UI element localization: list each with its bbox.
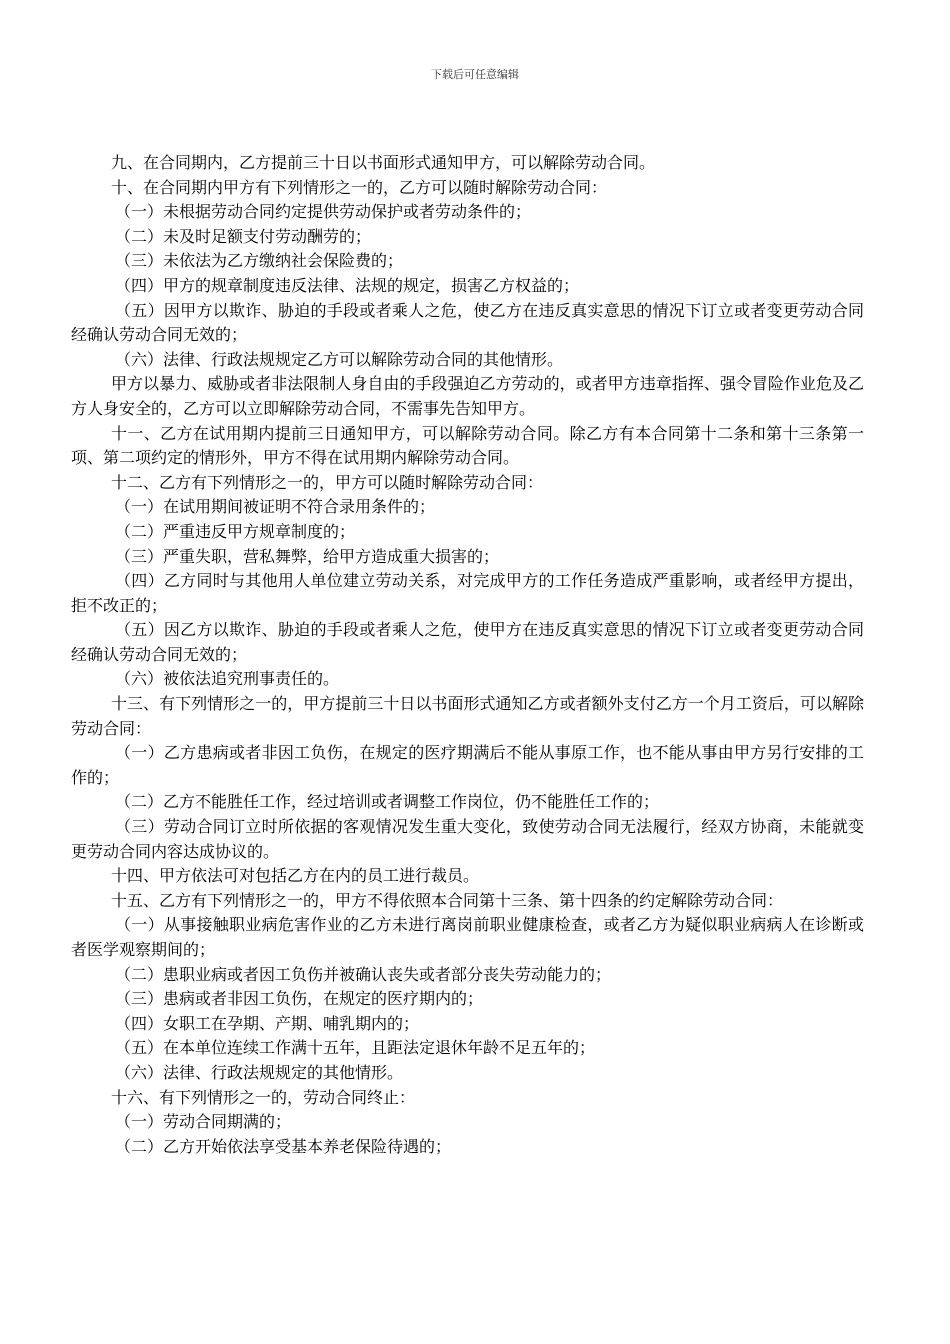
contract-paragraph: （四）乙方同时与其他用人单位建立劳动关系，对完成甲方的工作任务造成严重影响，或者经甲方提出，拒不改正的； — [71, 571, 864, 615]
header-note: 下载后可任意编辑 — [431, 68, 519, 81]
contract-paragraph: （一）劳动合同期满的； — [115, 1112, 292, 1132]
contract-paragraph: （一）未根据劳动合同约定提供劳动保护或者劳动条件的； — [115, 202, 532, 222]
contract-paragraph: （三）未依法为乙方缴纳社会保险费的； — [115, 251, 404, 271]
contract-paragraph: 十三、有下列情形之一的，甲方提前三十日以书面形式通知乙方或者额外支付乙方一个月工资后，可以解除劳动合同： — [71, 694, 864, 738]
contract-paragraph: （五）在本单位连续工作满十五年，且距法定退休年龄不足五年的； — [115, 1038, 596, 1058]
contract-paragraph: （二）乙方不能胜任工作，经过培训或者调整工作岗位，仍不能胜任工作的； — [115, 792, 660, 812]
contract-paragraph: （六）被依法追究刑事责任的。 — [115, 669, 340, 689]
contract-paragraph: （一）在试用期间被证明不符合录用条件的； — [115, 497, 436, 517]
contract-paragraph: 十一、乙方在试用期内提前三日通知甲方，可以解除劳动合同。除乙方有本合同第十二条和第十三条第一项、第二项约定的情形外，甲方不得在试用期内解除劳动合同。 — [71, 423, 864, 468]
contract-paragraph: （四）女职工在孕期、产期、哺乳期内的； — [115, 1013, 420, 1033]
contract-paragraph: （三）严重失职，营私舞弊，给甲方造成重大损害的； — [115, 546, 500, 566]
contract-paragraph: 十四、甲方依法可对包括乙方在内的员工进行裁员。 — [111, 866, 480, 886]
contract-paragraph: （一）从事接触职业病危害作业的乙方未进行离岗前职业健康检查，或者乙方为疑似职业病病人在诊断或者医学观察期间的； — [71, 915, 864, 959]
contract-paragraph: （二）未及时足额支付劳动酬劳的； — [115, 226, 372, 246]
contract-paragraph: （六）法律、行政法规规定乙方可以解除劳动合同的其他情形。 — [115, 349, 564, 369]
contract-paragraph: 甲方以暴力、威胁或者非法限制人身自由的手段强迫乙方劳动的，或者甲方违章指挥、强令冒险作业危及乙方人身安全的，乙方可以立即解除劳动合同，不需事先告知甲方。 — [71, 374, 864, 418]
contract-paragraph: （三）患病或者非因工负伤，在规定的医疗期内的； — [115, 989, 484, 1009]
contract-paragraph: （五）因甲方以欺诈、胁迫的手段或者乘人之危，使乙方在违反真实意思的情况下订立或者变更劳动合同经确认劳动合同无效的； — [71, 300, 864, 345]
contract-body — [71, 151, 864, 1159]
contract-paragraph: （一）乙方患病或者非因工负伤，在规定的医疗期满后不能从事原工作，也不能从事由甲方另行安排的工作的； — [71, 743, 864, 787]
contract-paragraph: 九、在合同期内，乙方提前三十日以书面形式通知甲方，可以解除劳动合同。 — [111, 153, 656, 172]
contract-paragraph: 十、在合同期内甲方有下列情形之一的，乙方可以随时解除劳动合同： — [111, 177, 608, 197]
contract-paragraph: 十五、乙方有下列情形之一的，甲方不得依照本合同第十三条、第十四条的约定解除劳动合同： — [111, 890, 784, 910]
contract-paragraph: （二）患职业病或者因工负伤并被确认丧失或者部分丧失劳动能力的； — [115, 964, 612, 984]
contract-paragraph: （三）劳动合同订立时所依据的客观情况发生重大变化，致使劳动合同无法履行，经双方协商，未能就变更劳动合同内容达成协议的。 — [71, 817, 864, 861]
contract-paragraph: 十六、有下列情形之一的，劳动合同终止： — [111, 1087, 416, 1107]
contract-paragraph: （二）乙方开始依法享受基本养老保险待遇的； — [115, 1136, 452, 1156]
contract-paragraph: 十二、乙方有下列情形之一的，甲方可以随时解除劳动合同： — [111, 472, 544, 492]
contract-paragraph: （六）法律、行政法规规定的其他情形。 — [115, 1062, 404, 1082]
contract-paragraph: （五）因乙方以欺诈、胁迫的手段或者乘人之危，使甲方在违反真实意思的情况下订立或者变更劳动合同经确认劳动合同无效的； — [71, 620, 864, 664]
contract-paragraph: （四）甲方的规章制度违反法律、法规的规定，损害乙方权益的； — [115, 275, 580, 295]
contract-paragraph: （二）严重违反甲方规章制度的； — [115, 521, 356, 541]
